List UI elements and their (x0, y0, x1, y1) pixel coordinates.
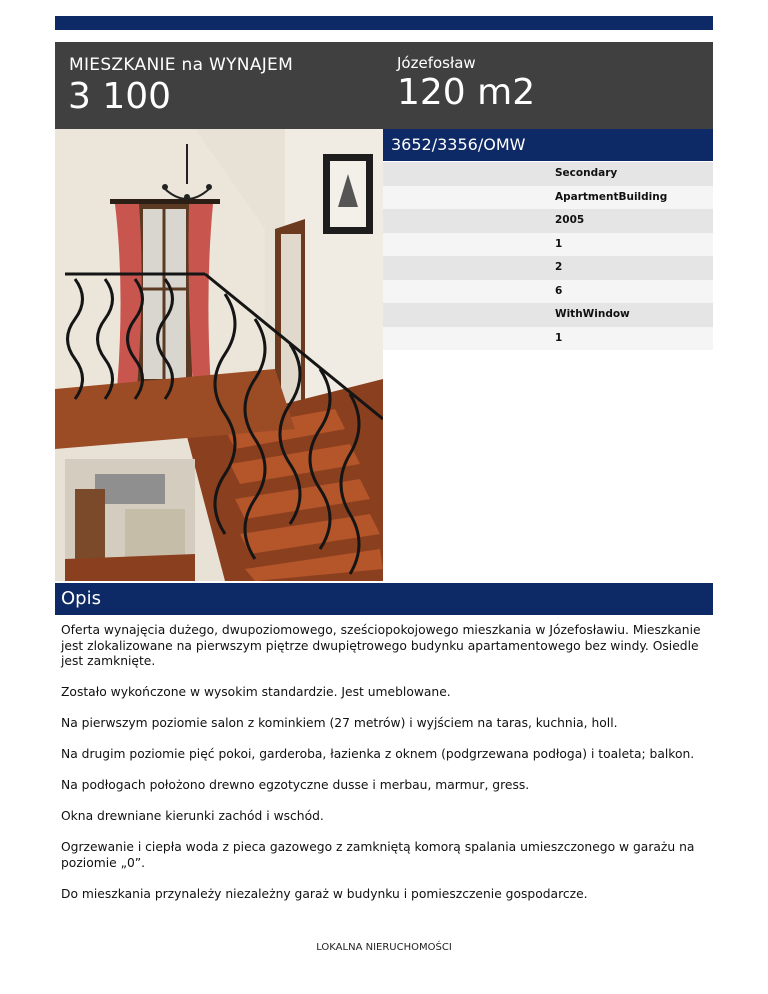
description-paragraph: Okna drewniane kierunki zachód i wschód. (61, 809, 324, 823)
description-body (61, 623, 711, 918)
listing-id-bar (383, 129, 713, 161)
listing-location: Józefosław (397, 54, 476, 72)
description-paragraph: Do mieszkania przynależy niezależny garaż w budynku i pomieszczenie gospodarcze. (61, 886, 588, 901)
property-row-building-type: ApartmentBuilding (383, 186, 713, 210)
description-paragraph: Na podłogach położono drewno egzotyczne dusse i merbau, marmur, gress. (61, 778, 530, 792)
property-details-list (383, 162, 713, 350)
description-paragraph: Na pierwszym poziomie salon z kominkiem (27 metrów) i wyjściem na taras, kuchnia, holl. (61, 716, 618, 730)
property-row-bathrooms: 1 (383, 327, 713, 351)
property-row-floor: 1 (383, 233, 713, 257)
description-paragraph: Oferta wynajęcia dużego, dwupoziomowego, sześciopokojowego mieszkania w Józefosławiu. Mieszkanie jest zlokalizowane na pierwszym piętrze dwupiętrowego budynku apartamentowego bez windy. Osiedle jest zamknięte. (61, 623, 701, 668)
description-paragraph: Ogrzewanie i ciepła woda z pieca gazowego z zamkniętą komorą spalania umieszczonego w garażu na poziomie „0”. (61, 840, 695, 870)
property-row-kitchen: WithWindow (383, 303, 713, 327)
property-photo (55, 129, 383, 581)
listing-id: 3652/3356/OMW (391, 135, 526, 154)
top-accent-bar (55, 16, 713, 30)
listing-type: MIESZKANIE na WYNAJEM (69, 55, 294, 75)
listing-area: 120 m2 (397, 72, 536, 113)
description-paragraph: Na drugim poziomie pięć pokoi, garderoba, łazienka z oknem (podgrzewana podłoga) i toaleta; balkon. (61, 747, 695, 761)
property-row-rooms: 6 (383, 280, 713, 304)
description-heading-bar (55, 583, 713, 615)
property-row-market: Secondary (383, 162, 713, 186)
property-row-year-built: 2005 (383, 209, 713, 233)
page-footer: LOKALNA NIERUCHOMOŚCI (316, 942, 452, 953)
description-heading: Opis (61, 588, 101, 609)
property-row-floors-total: 2 (383, 256, 713, 280)
listing-header (55, 42, 713, 129)
listing-price: 3 100 (68, 76, 172, 117)
description-paragraph: Zostało wykończone w wysokim standardzie. Jest umeblowane. (61, 685, 451, 699)
